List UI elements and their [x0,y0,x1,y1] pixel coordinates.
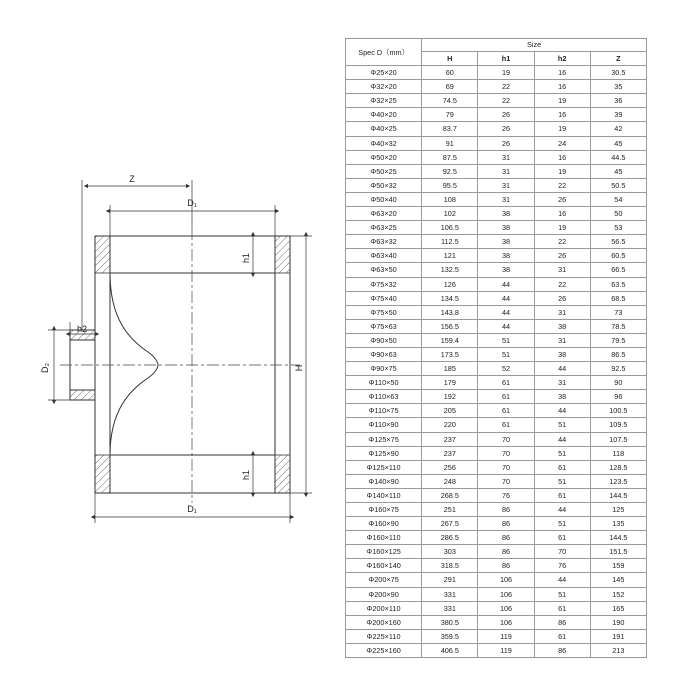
cell-spec: Φ160×90 [346,517,422,531]
fitting-outline [70,236,290,493]
cell-h1: 38 [478,207,534,221]
cell-h1: 70 [478,474,534,488]
label-d1-top: D₁ [187,198,197,208]
cell-h: 156.5 [422,319,478,333]
cell-spec: Φ160×75 [346,503,422,517]
cell-h1: 44 [478,305,534,319]
cell-h1: 51 [478,347,534,361]
cell-h: 102 [422,207,478,221]
cell-h1: 86 [478,503,534,517]
cell-z: 50.5 [590,178,646,192]
cell-h2: 61 [534,601,590,615]
cell-h: 179 [422,376,478,390]
cell-z: 96 [590,390,646,404]
cell-h1: 26 [478,122,534,136]
header-col-h1: h1 [478,52,534,66]
cell-h1: 86 [478,559,534,573]
cell-h1: 106 [478,615,534,629]
table-row [346,376,647,390]
cell-h: 237 [422,432,478,446]
label-h2: h2 [76,324,88,334]
cell-spec: Φ90×63 [346,347,422,361]
cell-h1: 22 [478,80,534,94]
table-row [346,488,647,502]
cell-z: 190 [590,615,646,629]
cell-h2: 26 [534,192,590,206]
tee-fitting-svg [0,0,345,700]
table-row [346,319,647,333]
cell-h2: 51 [534,418,590,432]
table-row [346,235,647,249]
cell-h: 251 [422,503,478,517]
cell-h1: 44 [478,319,534,333]
table-row [346,164,647,178]
cell-h1: 31 [478,164,534,178]
table-row [346,66,647,80]
cell-spec: Φ75×40 [346,291,422,305]
cell-h: 91 [422,136,478,150]
cell-h2: 38 [534,347,590,361]
table-row [346,362,647,376]
cell-h: 331 [422,587,478,601]
cell-h: 256 [422,460,478,474]
table-row [346,460,647,474]
cell-h2: 44 [534,432,590,446]
cell-h2: 44 [534,404,590,418]
cell-spec: Φ225×160 [346,643,422,657]
cell-spec: Φ75×63 [346,319,422,333]
table-head-row-group [346,39,647,52]
cell-spec: Φ160×110 [346,531,422,545]
cell-spec: Φ110×75 [346,404,422,418]
table-row [346,615,647,629]
cell-h: 237 [422,446,478,460]
cell-z: 56.5 [590,235,646,249]
cell-z: 86.5 [590,347,646,361]
table-row [346,178,647,192]
cell-h2: 16 [534,207,590,221]
table-row [346,249,647,263]
cell-spec: Φ110×63 [346,390,422,404]
table-row [346,221,647,235]
cell-h2: 22 [534,178,590,192]
cell-z: 213 [590,643,646,657]
cell-z: 42 [590,122,646,136]
cell-h2: 61 [534,629,590,643]
cell-h1: 31 [478,178,534,192]
cell-z: 68.5 [590,291,646,305]
cell-spec: Φ140×90 [346,474,422,488]
cell-spec: Φ50×40 [346,192,422,206]
cell-spec: Φ200×160 [346,615,422,629]
cell-z: 50 [590,207,646,221]
table-row [346,573,647,587]
cell-h2: 31 [534,333,590,347]
cell-h: 220 [422,418,478,432]
cell-h2: 86 [534,615,590,629]
cell-z: 73 [590,305,646,319]
cell-h2: 51 [534,517,590,531]
cell-h1: 19 [478,66,534,80]
section-hatching [70,236,290,493]
cell-h: 291 [422,573,478,587]
label-z: Z [129,174,135,184]
cell-h: 185 [422,362,478,376]
cell-z: 36 [590,94,646,108]
cell-spec: Φ75×32 [346,277,422,291]
cell-z: 35 [590,80,646,94]
cell-z: 135 [590,517,646,531]
label-h1-lower: h1 [241,469,251,481]
cell-h: 106.5 [422,221,478,235]
table-row [346,277,647,291]
cell-spec: Φ225×110 [346,629,422,643]
cell-h: 248 [422,474,478,488]
cell-h1: 106 [478,573,534,587]
cell-z: 90 [590,376,646,390]
cell-h1: 31 [478,150,534,164]
cell-h: 83.7 [422,122,478,136]
header-col-z: Z [590,52,646,66]
cell-z: 66.5 [590,263,646,277]
cell-z: 144.5 [590,531,646,545]
cell-h2: 26 [534,291,590,305]
cell-spec: Φ32×20 [346,80,422,94]
cell-h: 121 [422,249,478,263]
table-row [346,587,647,601]
cell-h1: 38 [478,263,534,277]
cell-h: 79 [422,108,478,122]
cell-h2: 38 [534,390,590,404]
cell-h: 331 [422,601,478,615]
table-row [346,94,647,108]
cell-h: 286.5 [422,531,478,545]
cell-h2: 86 [534,643,590,657]
table-row [346,80,647,94]
cell-z: 60.5 [590,249,646,263]
table-row [346,347,647,361]
table-row [346,446,647,460]
cell-h: 267.5 [422,517,478,531]
cell-h2: 26 [534,249,590,263]
label-d1-bottom: D₁ [187,504,197,514]
cell-h: 92.5 [422,164,478,178]
cell-z: 30.5 [590,66,646,80]
cell-h: 108 [422,192,478,206]
cell-h1: 38 [478,249,534,263]
cell-spec: Φ63×50 [346,263,422,277]
cell-spec: Φ50×32 [346,178,422,192]
table-row [346,108,647,122]
cell-h2: 16 [534,80,590,94]
cell-z: 165 [590,601,646,615]
cell-h1: 86 [478,517,534,531]
cell-h: 303 [422,545,478,559]
cell-h2: 51 [534,474,590,488]
cell-h1: 76 [478,488,534,502]
cell-h1: 31 [478,192,534,206]
header-col-h: H [422,52,478,66]
label-h: H [294,364,304,372]
cell-h2: 22 [534,235,590,249]
table-row [346,474,647,488]
cell-spec: Φ63×40 [346,249,422,263]
cell-spec: Φ160×125 [346,545,422,559]
table-row [346,559,647,573]
cell-h1: 22 [478,94,534,108]
cell-spec: Φ40×32 [346,136,422,150]
cell-z: 118 [590,446,646,460]
cell-z: 63.5 [590,277,646,291]
table-row [346,150,647,164]
cell-h2: 51 [534,587,590,601]
cell-z: 107.5 [590,432,646,446]
cell-h: 134.5 [422,291,478,305]
table-row [346,263,647,277]
cell-z: 144.5 [590,488,646,502]
table-row [346,503,647,517]
cell-h: 126 [422,277,478,291]
cell-spec: Φ200×110 [346,601,422,615]
cell-z: 191 [590,629,646,643]
table-row [346,136,647,150]
cell-h: 159.4 [422,333,478,347]
cell-z: 109.5 [590,418,646,432]
cell-h: 87.5 [422,150,478,164]
cell-spec: Φ110×50 [346,376,422,390]
cell-h1: 26 [478,108,534,122]
table-row [346,333,647,347]
cell-h1: 61 [478,390,534,404]
table-row [346,643,647,657]
cell-h1: 70 [478,446,534,460]
cell-z: 44.5 [590,150,646,164]
cell-h1: 106 [478,587,534,601]
cell-z: 45 [590,164,646,178]
table-row [346,207,647,221]
cell-z: 92.5 [590,362,646,376]
label-h1-upper: h1 [241,252,251,264]
table-row [346,432,647,446]
cell-z: 45 [590,136,646,150]
cell-h1: 52 [478,362,534,376]
cell-h: 95.5 [422,178,478,192]
cell-h2: 38 [534,319,590,333]
cell-h2: 51 [534,446,590,460]
cell-z: 125 [590,503,646,517]
cell-h2: 19 [534,94,590,108]
cell-spec: Φ90×75 [346,362,422,376]
cell-z: 151.5 [590,545,646,559]
table-row [346,531,647,545]
header-spec: Spec D（mm） [346,39,422,66]
cell-h2: 61 [534,460,590,474]
cell-h2: 22 [534,277,590,291]
table-row [346,305,647,319]
dimension-d1-top [110,205,275,236]
cell-z: 39 [590,108,646,122]
cell-h2: 44 [534,573,590,587]
cell-spec: Φ160×140 [346,559,422,573]
cell-h2: 16 [534,108,590,122]
cell-h1: 70 [478,432,534,446]
cell-h: 74.5 [422,94,478,108]
cell-h2: 76 [534,559,590,573]
label-d2: D₂ [40,363,50,373]
cell-h: 205 [422,404,478,418]
cell-z: 53 [590,221,646,235]
cell-spec: Φ63×32 [346,235,422,249]
cell-h: 69 [422,80,478,94]
cell-spec: Φ125×110 [346,460,422,474]
cell-spec: Φ110×90 [346,418,422,432]
cell-spec: Φ125×75 [346,432,422,446]
cell-h: 173.5 [422,347,478,361]
cell-z: 159 [590,559,646,573]
table-row [346,517,647,531]
cell-spec: Φ50×25 [346,164,422,178]
cell-spec: Φ125×90 [346,446,422,460]
cell-z: 79.5 [590,333,646,347]
cell-spec: Φ50×20 [346,150,422,164]
cell-h2: 61 [534,488,590,502]
cell-spec: Φ25×20 [346,66,422,80]
cell-h2: 31 [534,305,590,319]
cell-h1: 70 [478,460,534,474]
cell-h1: 44 [478,291,534,305]
cell-h2: 31 [534,263,590,277]
cell-spec: Φ32×25 [346,94,422,108]
technical-drawing-panel [0,0,345,700]
cell-h2: 16 [534,150,590,164]
spec-table-panel [345,38,690,658]
cell-spec: Φ200×75 [346,573,422,587]
table-body [346,66,647,658]
table-row [346,192,647,206]
cell-spec: Φ63×20 [346,207,422,221]
cell-h1: 86 [478,531,534,545]
cell-h2: 19 [534,164,590,178]
table-row [346,390,647,404]
cell-h1: 61 [478,418,534,432]
cell-h1: 26 [478,136,534,150]
cell-h1: 38 [478,235,534,249]
cell-spec: Φ63×25 [346,221,422,235]
cell-h: 359.5 [422,629,478,643]
cell-h1: 119 [478,629,534,643]
cell-h1: 106 [478,601,534,615]
cell-spec: Φ40×20 [346,108,422,122]
table-head [346,39,647,66]
cell-h1: 119 [478,643,534,657]
cell-h1: 86 [478,545,534,559]
cell-h2: 19 [534,221,590,235]
cell-h: 268.5 [422,488,478,502]
spec-table [345,38,647,658]
table-row [346,418,647,432]
cell-h1: 61 [478,376,534,390]
cell-h1: 61 [478,404,534,418]
header-col-h2: h2 [534,52,590,66]
cell-z: 54 [590,192,646,206]
table-row [346,545,647,559]
cell-h2: 16 [534,66,590,80]
table-row [346,601,647,615]
cell-z: 145 [590,573,646,587]
cell-h2: 19 [534,122,590,136]
cell-h2: 61 [534,531,590,545]
cell-z: 100.5 [590,404,646,418]
table-row [346,404,647,418]
cell-spec: Φ140×110 [346,488,422,502]
header-size-group: Size [422,39,647,52]
dimension-h [290,236,312,493]
cell-h: 380.5 [422,615,478,629]
cell-z: 128.5 [590,460,646,474]
cell-h: 60 [422,66,478,80]
cell-h: 143.8 [422,305,478,319]
table-row [346,291,647,305]
table-row [346,629,647,643]
cell-h1: 44 [478,277,534,291]
cell-h: 406.5 [422,643,478,657]
table-row [346,122,647,136]
cell-z: 78.5 [590,319,646,333]
cell-h: 318.5 [422,559,478,573]
cell-spec: Φ40×25 [346,122,422,136]
cell-h2: 31 [534,376,590,390]
cell-z: 152 [590,587,646,601]
cell-h: 192 [422,390,478,404]
cell-h2: 70 [534,545,590,559]
cell-h2: 44 [534,503,590,517]
cell-spec: Φ90×50 [346,333,422,347]
cell-h2: 24 [534,136,590,150]
cell-h: 132.5 [422,263,478,277]
cell-h1: 38 [478,221,534,235]
cell-spec: Φ75×50 [346,305,422,319]
cell-h2: 44 [534,362,590,376]
cell-spec: Φ200×90 [346,587,422,601]
cell-h1: 51 [478,333,534,347]
bore-profile [110,273,158,455]
cell-h: 112.5 [422,235,478,249]
cell-z: 123.5 [590,474,646,488]
